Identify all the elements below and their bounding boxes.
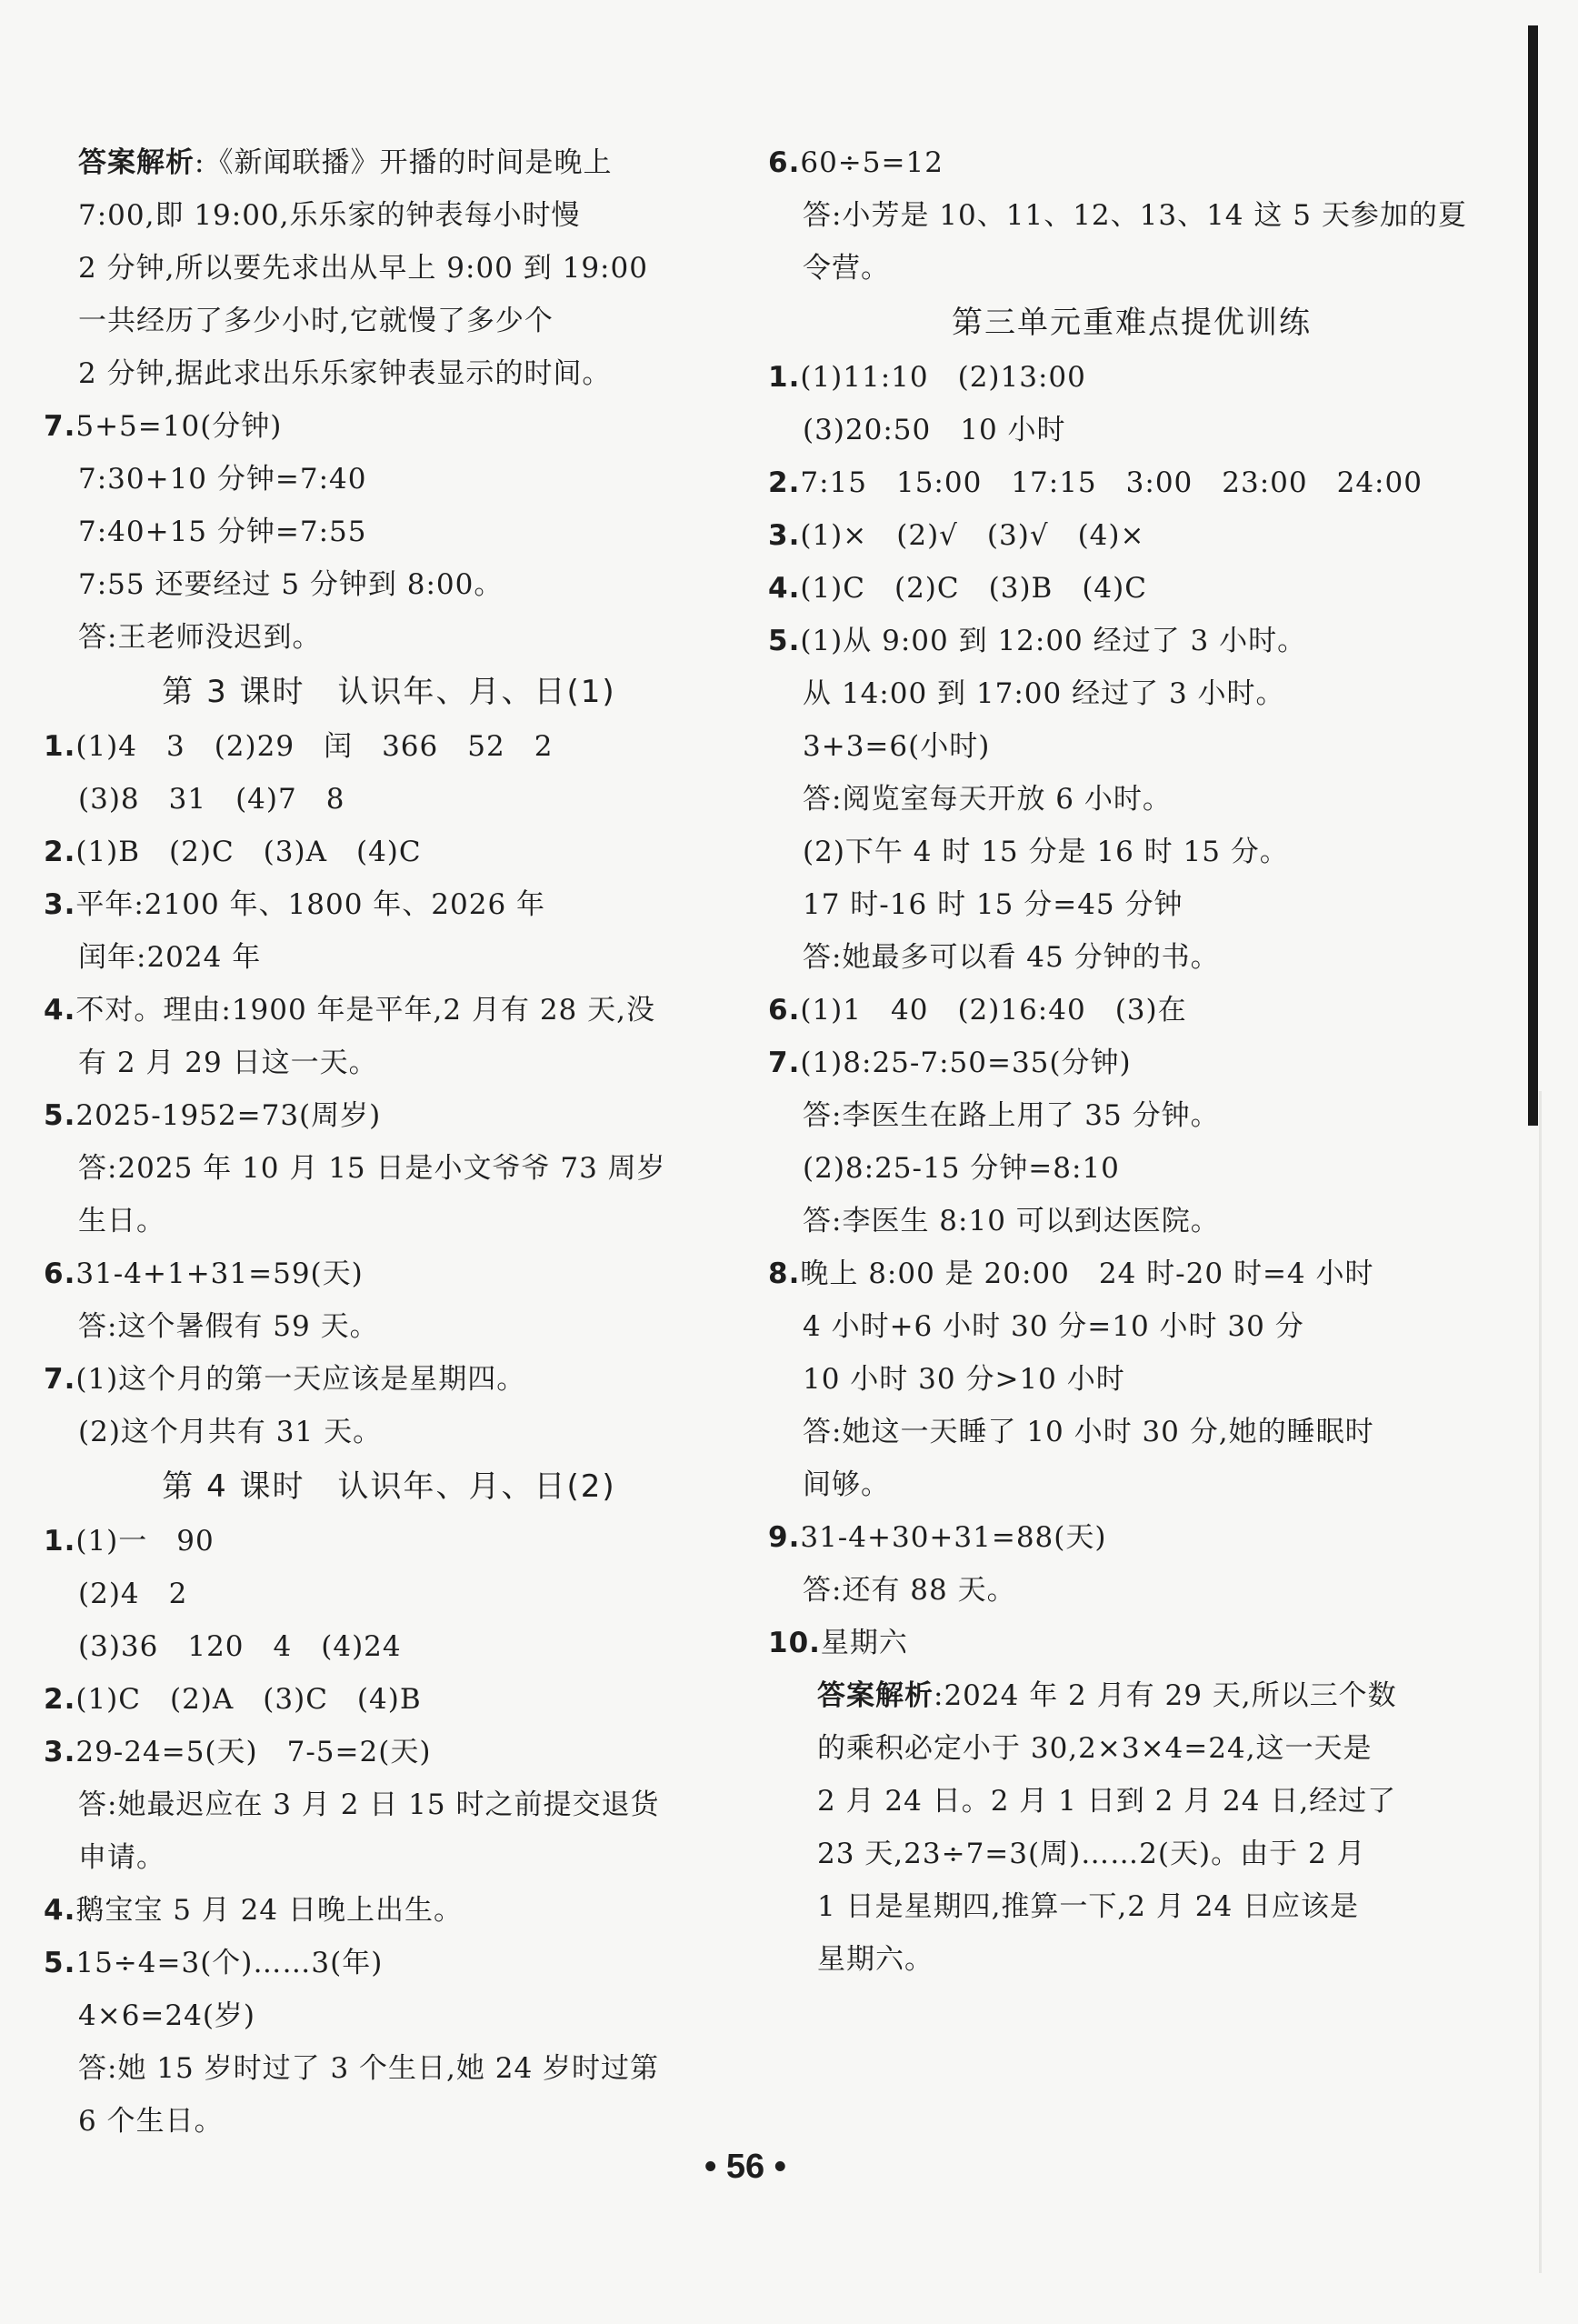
line-text: 一共经历了多少小时,它就慢了多少个 xyxy=(78,305,554,337)
answer-item xyxy=(44,1884,734,1937)
answer-line xyxy=(44,506,734,558)
section-heading: 第 3 课时 认识年、月、日(1) xyxy=(162,674,616,710)
answer-line xyxy=(768,1775,1495,1828)
line-text: 星期六 xyxy=(820,1627,908,1659)
answer-item xyxy=(44,1089,734,1142)
line-text: 答:还有 88 天。 xyxy=(803,1574,1016,1607)
answer-item xyxy=(768,351,1495,404)
item-number: 1. xyxy=(44,730,76,763)
item-number: 5. xyxy=(768,625,801,657)
item-number: 8. xyxy=(768,1257,801,1290)
line-text: 10 小时 30 分>10 小时 xyxy=(803,1363,1125,1396)
item-number: 2. xyxy=(44,836,76,868)
line-text: 答:李医生 8:10 可以到达医院。 xyxy=(803,1205,1220,1237)
item-number: 7. xyxy=(768,1047,801,1079)
item-number: 7. xyxy=(44,410,76,443)
line-text: (3)8 31 (4)7 8 xyxy=(78,783,345,816)
answer-item xyxy=(768,1037,1495,1089)
line-text: 令营。 xyxy=(803,252,890,285)
line-text: 17 时-16 时 15 分=45 分钟 xyxy=(803,888,1184,921)
answer-line xyxy=(44,136,734,189)
answer-line xyxy=(768,1089,1495,1142)
line-text: (1)B (2)C (3)A (4)C xyxy=(75,836,422,868)
answer-line xyxy=(44,558,734,611)
answer-item xyxy=(768,984,1495,1037)
answer-item xyxy=(768,615,1495,667)
answer-line xyxy=(768,242,1495,295)
line-text: 6 个生日。 xyxy=(78,2105,224,2138)
answer-line xyxy=(44,1620,734,1673)
line-text: (1)8:25-7:50=35(分钟) xyxy=(800,1047,1132,1079)
item-number: 7. xyxy=(44,1363,76,1396)
item-number: 6. xyxy=(44,1257,76,1290)
line-text: (1)× (2)√ (3)√ (4)× xyxy=(800,519,1145,552)
line-text: 生日。 xyxy=(78,1205,165,1237)
line-text: 7:30+10 分钟=7:40 xyxy=(78,463,367,496)
answer-line xyxy=(44,1300,734,1353)
answer-line xyxy=(768,667,1495,720)
line-text: (1)C (2)A (3)C (4)B xyxy=(75,1683,422,1716)
line-text: 答:王老师没迟到。 xyxy=(78,621,322,654)
answer-line xyxy=(768,720,1495,773)
answer-line xyxy=(768,1933,1495,1986)
line-text: 31-4+1+31=59(天) xyxy=(75,1257,364,1290)
answer-line xyxy=(44,453,734,506)
answer-line xyxy=(44,295,734,347)
item-number: 10. xyxy=(768,1627,821,1659)
item-number: 5. xyxy=(44,1099,76,1132)
line-text: 29-24=5(天) 7-5=2(天) xyxy=(75,1736,432,1768)
answer-line xyxy=(44,1142,734,1195)
answer-item xyxy=(44,1937,734,1989)
line-text: 5+5=10(分钟) xyxy=(75,410,283,443)
answer-line xyxy=(44,1989,734,2042)
item-number: 3. xyxy=(44,1736,76,1768)
answer-item xyxy=(44,1673,734,1726)
line-text: 23 天,23÷7=3(周)……2(天)。由于 2 月 xyxy=(817,1838,1366,1870)
answer-line xyxy=(44,1568,734,1620)
line-text: 7:40+15 分钟=7:55 xyxy=(78,516,367,548)
line-text: 31-4+30+31=88(天) xyxy=(800,1521,1107,1554)
line-text: (1)11:10 (2)13:00 xyxy=(800,361,1086,394)
line-text: 鹅宝宝 5 月 24 日晚上出生。 xyxy=(75,1894,463,1927)
line-text: 2 月 24 日。2 月 1 日到 2 月 24 日,经过了 xyxy=(817,1785,1397,1818)
answer-item xyxy=(44,1247,734,1300)
item-number: 4. xyxy=(44,994,76,1027)
line-text: (1)一 90 xyxy=(75,1525,215,1558)
answer-line xyxy=(44,931,734,984)
answer-line xyxy=(44,1037,734,1089)
line-text: 7:55 还要经过 5 分钟到 8:00。 xyxy=(78,568,504,601)
line-text: (2)这个月共有 31 天。 xyxy=(78,1416,383,1448)
item-number: 2. xyxy=(768,466,801,499)
answer-line xyxy=(44,1195,734,1247)
item-number: 2. xyxy=(44,1683,76,1716)
line-text: 答:小芳是 10、11、12、13、14 这 5 天参加的夏 xyxy=(803,199,1467,232)
answer-line xyxy=(768,1458,1495,1511)
line-text: 1 日是星期四,推算一下,2 月 24 日应该是 xyxy=(817,1890,1360,1923)
line-text: 2025-1952=73(周岁) xyxy=(75,1099,382,1132)
line-text: (1)C (2)C (3)B (4)C xyxy=(800,572,1147,605)
answer-line xyxy=(768,1406,1495,1458)
answer-line xyxy=(768,1828,1495,1880)
answer-line xyxy=(44,1831,734,1884)
answer-line xyxy=(44,242,734,295)
line-text: 的乘积必定小于 30,2×3×4=24,这一天是 xyxy=(817,1732,1373,1765)
answer-item xyxy=(768,1617,1495,1669)
line-text: 3+3=6(小时) xyxy=(803,730,991,763)
right-column xyxy=(768,136,1495,1986)
analysis-label: 答案解析 xyxy=(817,1679,934,1712)
line-text: 答:她最迟应在 3 月 2 日 15 时之前提交退货 xyxy=(78,1788,660,1821)
line-text: (1)4 3 (2)29 闰 366 52 2 xyxy=(75,730,554,763)
answer-line xyxy=(768,826,1495,878)
answer-line xyxy=(44,611,734,664)
answer-line xyxy=(768,1880,1495,1933)
line-text: (2)4 2 xyxy=(78,1578,188,1610)
answer-line xyxy=(768,1300,1495,1353)
answer-item xyxy=(44,1515,734,1568)
line-text: 答:阅览室每天开放 6 小时。 xyxy=(803,783,1172,816)
answer-line xyxy=(768,1722,1495,1775)
answer-line xyxy=(768,1669,1495,1722)
line-text: (1)1 40 (2)16:40 (3)在 xyxy=(800,994,1187,1027)
line-text: 闰年:2024 年 xyxy=(78,941,262,974)
line-text: 答:李医生在路上用了 35 分钟。 xyxy=(803,1099,1220,1132)
line-text: 4×6=24(岁) xyxy=(78,1999,256,2032)
line-text: (1)这个月的第一天应该是星期四。 xyxy=(75,1363,526,1396)
line-text: 4 小时+6 小时 30 分=10 小时 30 分 xyxy=(803,1310,1304,1343)
answer-line xyxy=(44,1778,734,1831)
answer-line xyxy=(768,878,1495,931)
line-text: (2)8:25-15 分钟=8:10 xyxy=(803,1152,1120,1185)
answer-item xyxy=(44,720,734,773)
line-text: 答:她 15 岁时过了 3 个生日,她 24 岁时过第 xyxy=(78,2052,660,2085)
line-text: 7:00,即 19:00,乐乐家的钟表每小时慢 xyxy=(78,199,581,232)
answer-item xyxy=(768,1247,1495,1300)
line-text: 7:15 15:00 17:15 3:00 23:00 24:00 xyxy=(800,466,1423,499)
line-text: 晚上 8:00 是 20:00 24 时-20 时=4 小时 xyxy=(800,1257,1374,1290)
line-text: 2 分钟,据此求出乐乐家钟表显示的时间。 xyxy=(78,357,612,390)
line-text: 答:她这一天睡了 10 小时 30 分,她的睡眠时 xyxy=(803,1416,1374,1448)
answer-line xyxy=(768,931,1495,984)
line-text: 从 14:00 到 17:00 经过了 3 小时。 xyxy=(803,677,1285,710)
answer-line xyxy=(768,1564,1495,1617)
answer-line xyxy=(768,1353,1495,1406)
item-number: 6. xyxy=(768,994,801,1027)
item-number: 4. xyxy=(44,1894,76,1927)
answer-line xyxy=(44,2042,734,2095)
line-text: 平年:2100 年、1800 年、2026 年 xyxy=(75,888,546,921)
answer-item xyxy=(44,400,734,453)
answer-line xyxy=(44,2095,734,2148)
line-text: 不对。理由:1900 年是平年,2 月有 28 天,没 xyxy=(75,994,655,1027)
answer-item xyxy=(768,1511,1495,1564)
line-text: :2024 年 2 月有 29 天,所以三个数 xyxy=(934,1679,1397,1712)
section-heading: 第三单元重难点提优训练 xyxy=(952,305,1312,341)
line-text: (3)20:50 10 小时 xyxy=(803,414,1066,446)
item-number: 5. xyxy=(44,1947,76,1979)
answer-item xyxy=(768,562,1495,615)
answer-item xyxy=(44,1726,734,1778)
answer-line xyxy=(768,404,1495,456)
answer-line xyxy=(768,189,1495,242)
item-number: 3. xyxy=(768,519,801,552)
page-number: • 56 • xyxy=(704,2148,786,2186)
answer-item xyxy=(44,984,734,1037)
answer-line xyxy=(44,189,734,242)
line-text: (3)36 120 4 (4)24 xyxy=(78,1630,402,1663)
answer-line xyxy=(44,347,734,400)
item-number: 1. xyxy=(44,1525,76,1558)
answer-line xyxy=(768,773,1495,826)
line-text: 答:她最多可以看 45 分钟的书。 xyxy=(803,941,1220,974)
page-edge-shadow xyxy=(1539,1091,1542,2273)
line-text: (1)从 9:00 到 12:00 经过了 3 小时。 xyxy=(800,625,1307,657)
analysis-label: 答案解析 xyxy=(78,146,195,179)
answer-line xyxy=(768,1195,1495,1247)
answer-item xyxy=(44,878,734,931)
answer-item xyxy=(768,136,1495,189)
line-text: 60÷5=12 xyxy=(800,146,944,179)
page-edge-bar xyxy=(1528,25,1538,1126)
answer-line xyxy=(44,1406,734,1458)
answer-line xyxy=(44,773,734,826)
section-heading: 第 4 课时 认识年、月、日(2) xyxy=(162,1468,616,1505)
line-text: (2)下午 4 时 15 分是 16 时 15 分。 xyxy=(803,836,1289,868)
answer-item xyxy=(768,509,1495,562)
line-text: :《新闻联播》开播的时间是晚上 xyxy=(195,146,613,179)
line-text: 有 2 月 29 日这一天。 xyxy=(78,1047,378,1079)
item-number: 6. xyxy=(768,146,801,179)
item-number: 3. xyxy=(44,888,76,921)
item-number: 1. xyxy=(768,361,801,394)
answer-item xyxy=(44,1353,734,1406)
line-text: 15÷4=3(个)……3(年) xyxy=(75,1947,384,1979)
answer-line xyxy=(768,1142,1495,1195)
line-text: 答:2025 年 10 月 15 日是小文爷爷 73 周岁 xyxy=(78,1152,666,1185)
item-number: 4. xyxy=(768,572,801,605)
item-number: 9. xyxy=(768,1521,801,1554)
left-column xyxy=(44,136,734,2148)
line-text: 2 分钟,所以要先求出从早上 9:00 到 19:00 xyxy=(78,252,648,285)
line-text: 答:这个暑假有 59 天。 xyxy=(78,1310,379,1343)
answer-item xyxy=(44,826,734,878)
line-text: 间够。 xyxy=(803,1468,890,1501)
line-text: 星期六。 xyxy=(817,1943,934,1976)
answer-item xyxy=(768,456,1495,509)
line-text: 申请。 xyxy=(78,1841,165,1874)
